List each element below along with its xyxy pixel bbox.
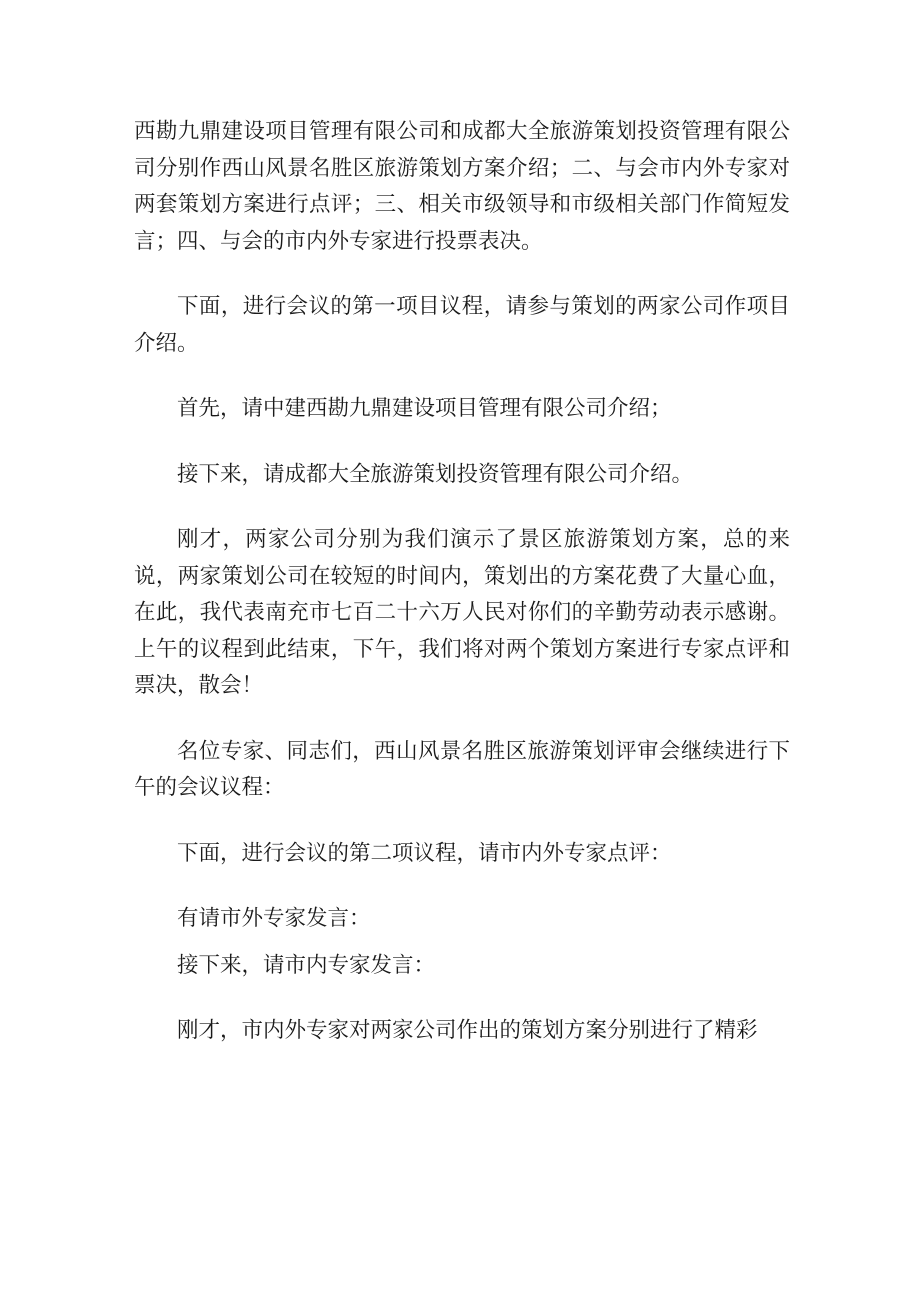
paragraph-expert-review-summary: 刚才，市内外专家对两家公司作出的策划方案分别进行了精彩 — [177, 1018, 758, 1043]
paragraph-morning-summary: 刚才，两家公司分别为我们演示了景区旅游策划方案，总的来说，两家策划公司在较短的时间内，策划出的方案花费了大量心血，在此，我代表南充市七百二十六万人民对你们的辛勤劳动表示感谢。上午的议程到此结束，下午，我们将对两个策划方案进行专家点评和票决，散会！ — [134, 527, 790, 698]
paragraph-agenda-continuation: 西勘九鼎建设项目管理有限公司和成都大全旅游策划投资管理有限公司分别作西山风景名胜区旅游策划方案介绍；二、与会市内外专家对两套策划方案进行点评；三、相关市级领导和市级相关部门作简短发言；四、与会的市内外专家进行投票表决。 — [134, 119, 790, 254]
paragraph-first-agenda-item: 下面，进行会议的第一项目议程，请参与策划的两家公司作项目介绍。 — [134, 294, 790, 356]
paragraph-second-agenda-item: 下面，进行会议的第二项议程，请市内外专家点评： — [177, 840, 672, 866]
paragraph-second-company-intro: 接下来，请成都大全旅游策划投资管理有限公司介绍。 — [177, 461, 694, 487]
paragraph-afternoon-opening: 名位专家、同志们，西山风景名胜区旅游策划评审会继续进行下午的会议议程： — [134, 738, 790, 800]
paragraph-internal-experts: 接下来，请市内专家发言： — [177, 952, 436, 978]
paragraph-first-company-intro: 首先，请中建西勘九鼎建设项目管理有限公司介绍； — [177, 396, 672, 421]
paragraph-external-experts: 有请市外专家发言： — [177, 906, 371, 931]
document-body — [134, 114, 790, 1050]
